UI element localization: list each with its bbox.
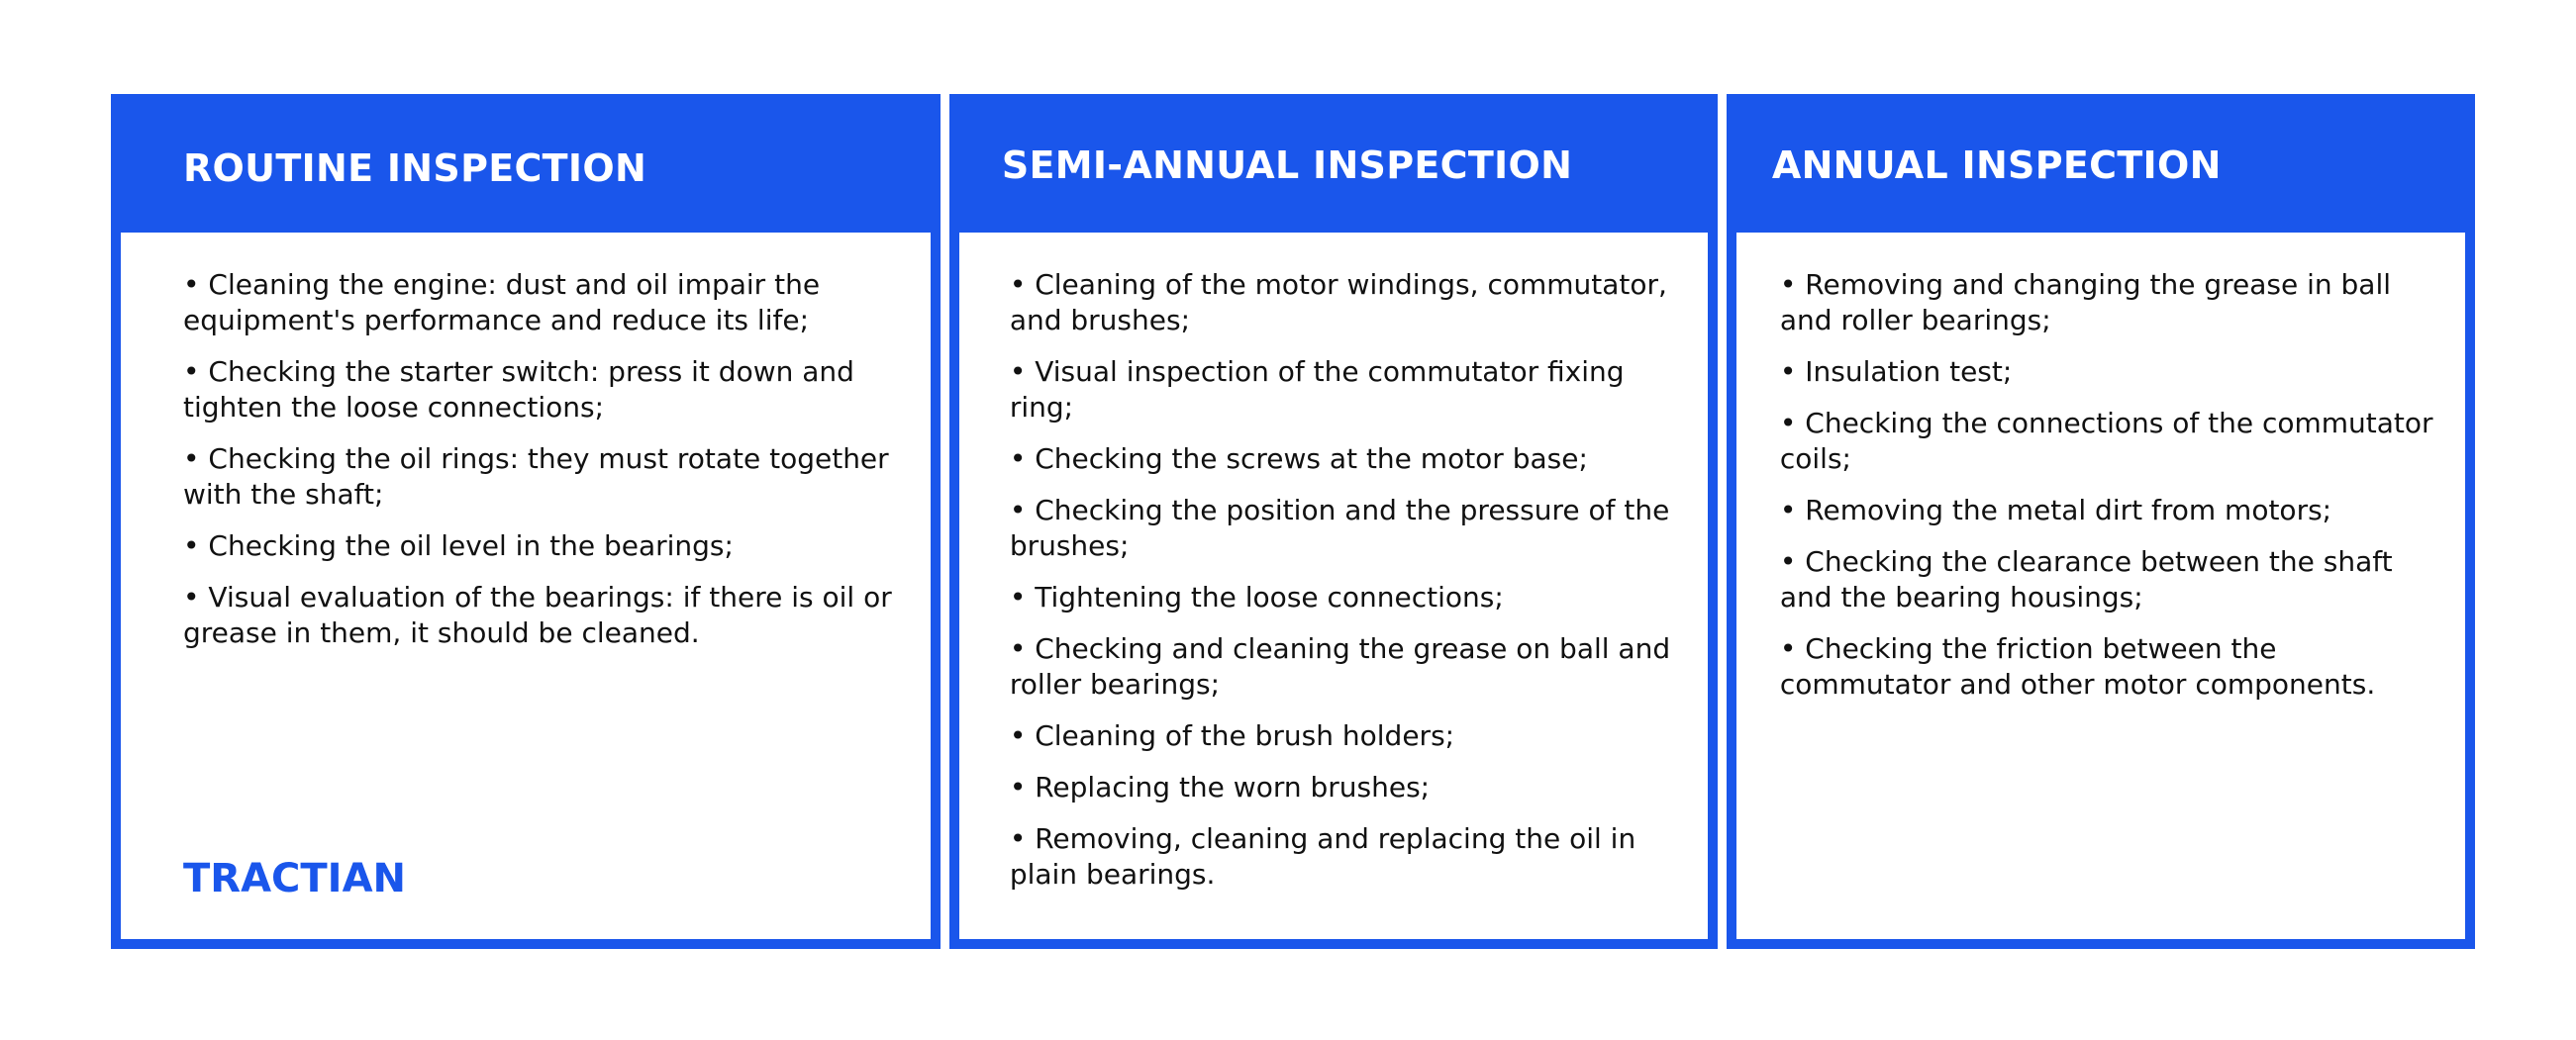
list-item: • Checking the clearance between the shaft and the bearing housings;: [1779, 545, 2393, 614]
list-item: • Cleaning of the motor windings, commutator, and brushes;: [1009, 268, 1667, 336]
column-header: [1727, 94, 2475, 233]
list-item: • Checking the position and the pressure of the brushes;: [1009, 494, 1670, 562]
task-list: [183, 267, 896, 667]
list-item: • Checking the friction between the commutator and other motor components.: [1779, 632, 2376, 701]
tractian-logo: TRACTIAN: [183, 856, 406, 901]
list-item: • Visual evaluation of the bearings: if there is oil or grease in them, it should be cleaned.: [183, 581, 892, 649]
list-item: • Checking the screws at the motor base;: [1009, 442, 1588, 475]
list-item: • Checking the oil level in the bearings;: [183, 529, 734, 562]
list-item: • Insulation test;: [1779, 355, 2013, 388]
list-item: • Cleaning the engine: dust and oil impair the equipment's performance and reduce its life;: [183, 268, 821, 336]
task-list: [1010, 267, 1683, 908]
routine-inspection-column: [111, 94, 941, 949]
inspection-table: [111, 94, 2475, 949]
task-list: [1780, 267, 2438, 718]
list-item: • Visual inspection of the commutator fixing ring;: [1009, 355, 1625, 424]
list-item: • Checking the oil rings: they must rotate together with the shaft;: [183, 442, 889, 511]
column-header: [111, 94, 941, 233]
list-item: • Removing and changing the grease in ball and roller bearings;: [1779, 268, 2392, 336]
list-item: • Tightening the loose connections;: [1009, 581, 1504, 614]
column-title: ANNUAL INSPECTION: [1771, 143, 2222, 187]
column-title: ROUTINE INSPECTION: [183, 146, 647, 190]
list-item: • Removing the metal dirt from motors;: [1779, 494, 2332, 526]
list-item: • Replacing the worn brushes;: [1009, 771, 1431, 804]
semi-annual-inspection-column: [949, 94, 1718, 949]
column-header: [949, 94, 1718, 233]
list-item: • Removing, cleaning and replacing the oil in plain bearings.: [1009, 822, 1636, 891]
annual-inspection-column: [1727, 94, 2475, 949]
column-title: SEMI-ANNUAL INSPECTION: [1001, 143, 1573, 187]
list-item: • Checking the connections of the commutator coils;: [1779, 407, 2433, 475]
list-item: • Checking the starter switch: press it down and tighten the loose connections;: [183, 355, 854, 424]
list-item: • Cleaning of the brush holders;: [1009, 719, 1455, 752]
list-item: • Checking and cleaning the grease on ball and roller bearings;: [1009, 632, 1671, 701]
